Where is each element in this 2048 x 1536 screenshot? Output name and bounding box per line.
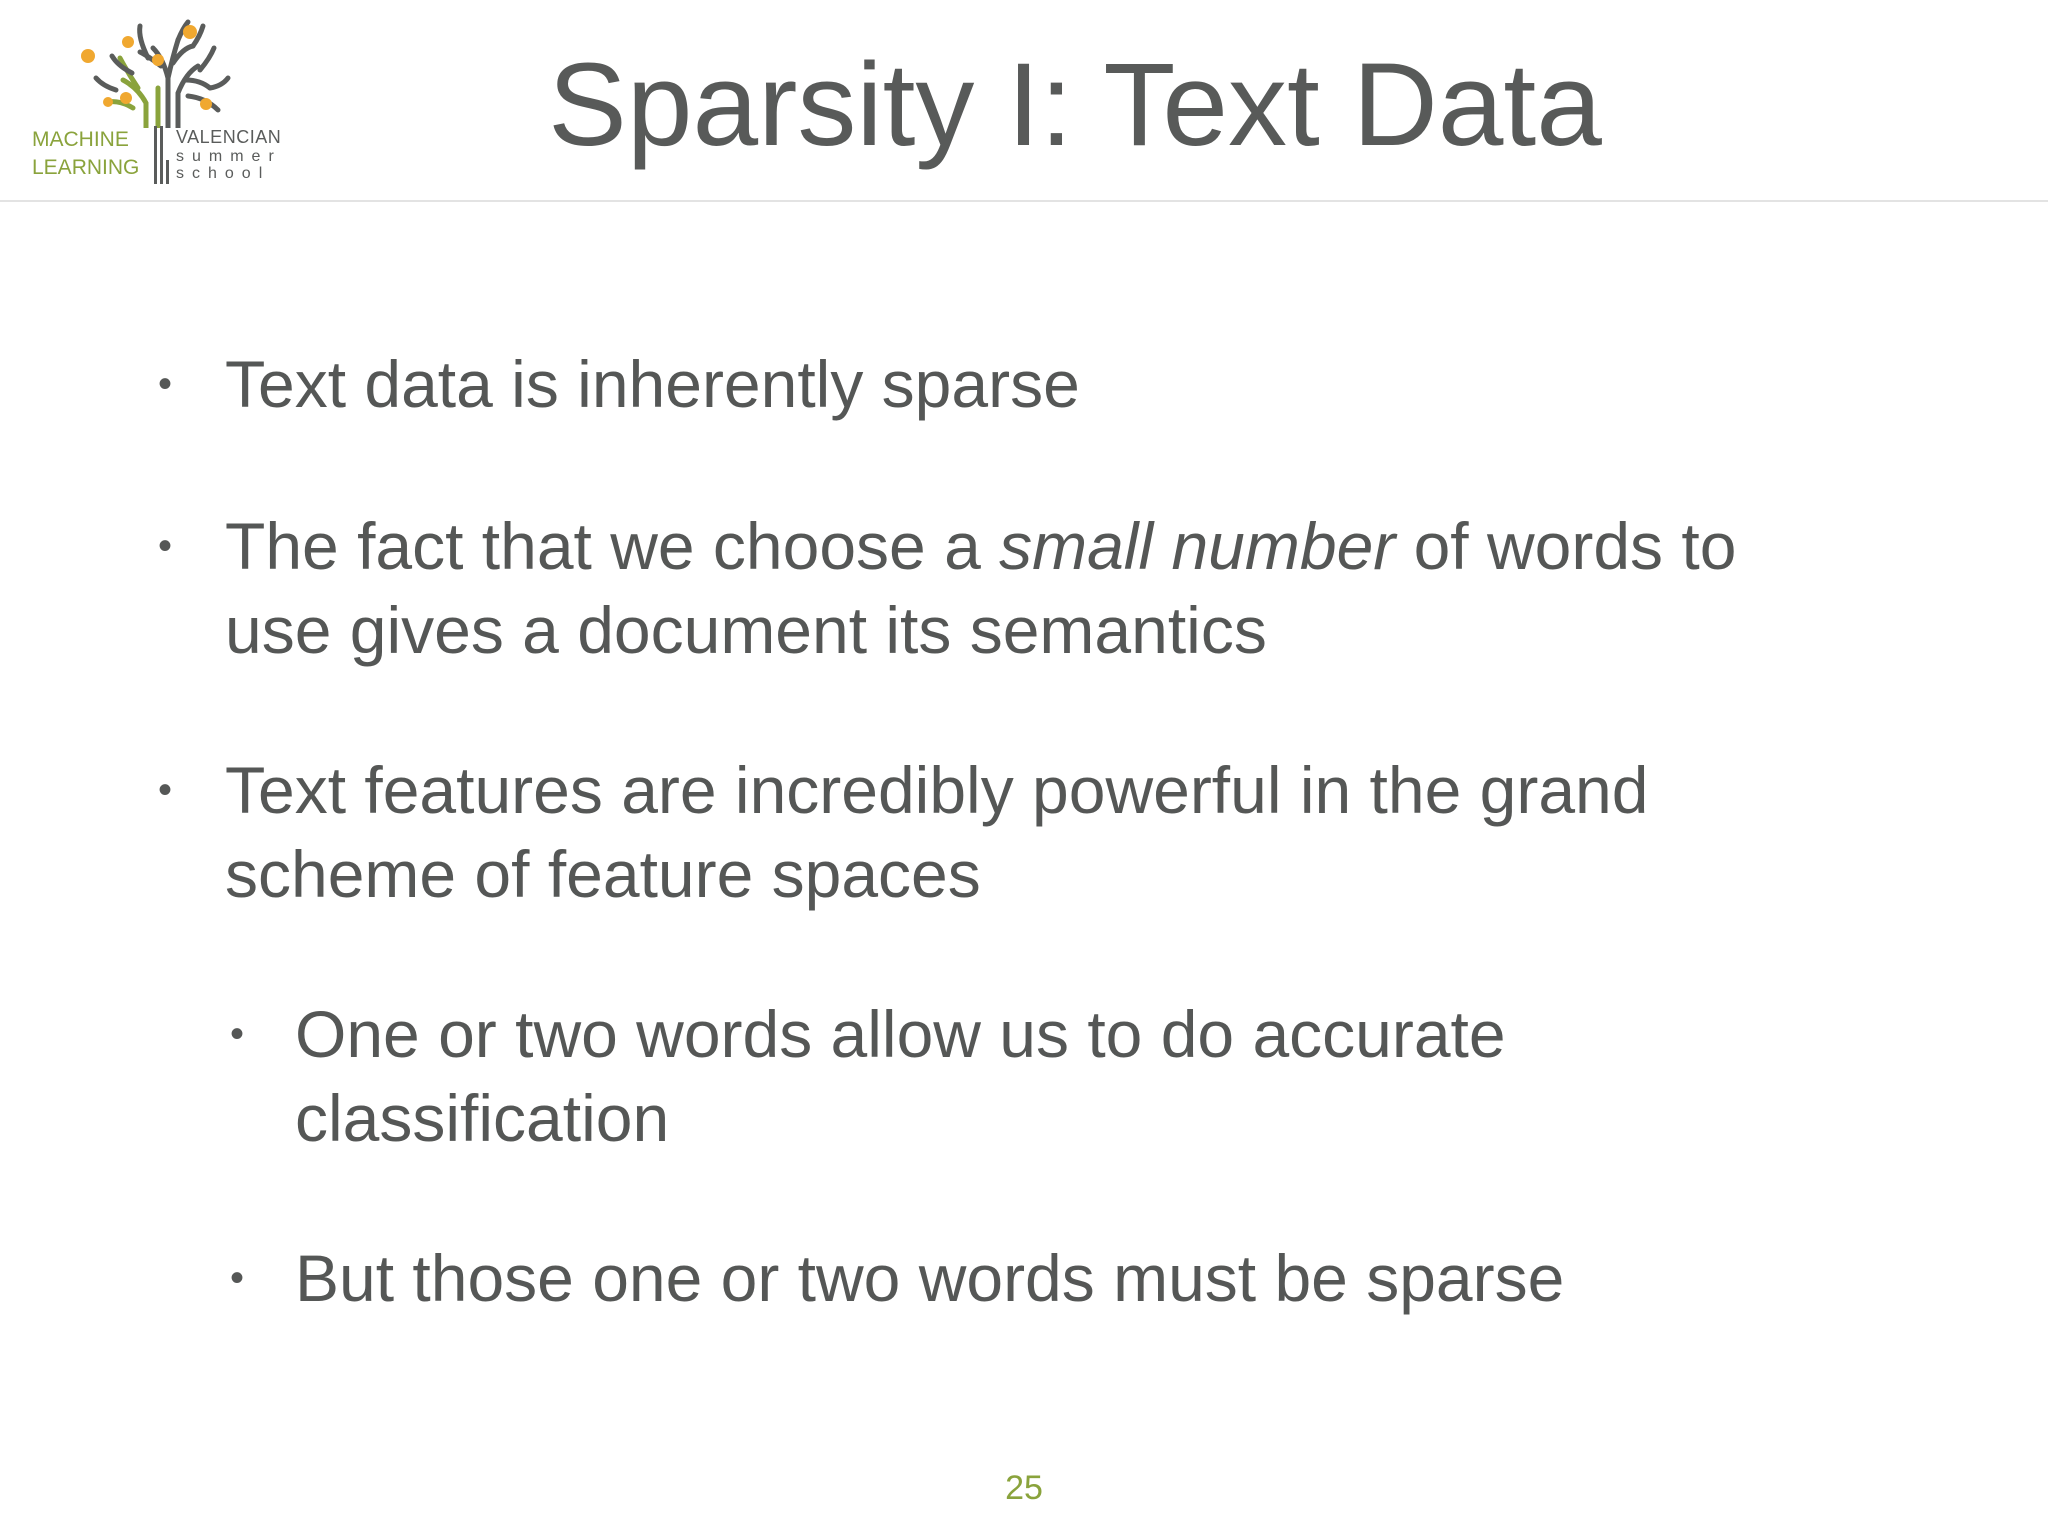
bullet-text-line [225,504,1985,588]
bullet-text: Text data is inherently sparse [225,347,1080,421]
bullet-item-1 [225,342,1080,426]
sub-bullet-marker: • [230,1012,245,1056]
bullet-marker: • [158,768,173,812]
logo-text-learning: LEARNING [32,156,140,179]
bullet-marker: • [158,524,173,568]
sub-bullet-marker: • [230,1256,245,1300]
bullet-text: use gives a document its semantics [225,593,1267,667]
logo-text-valencian: VALENCIAN [176,127,282,147]
bullet-text: The fact that we choose a [225,509,1000,583]
logo-text-school: school [176,165,271,182]
bullet-emphasis-text: small number [999,509,1396,583]
page-number: 25 [1005,1469,1043,1507]
sub-bullet-item-1 [295,992,1995,1160]
bullet-marker: • [158,362,173,406]
bullet-text: scheme of feature spaces [225,837,981,911]
slide-title: Sparsity I: Text Data [548,39,1602,171]
bullet-text: classification [295,1081,670,1155]
bullet-text: Text features are incredibly powerful in the grand [225,753,1649,827]
bullet-text: One or two words allow us to do accurate [295,997,1506,1071]
logo-text-machine: MACHINE [32,128,129,151]
sub-bullet-item-2 [295,1236,1995,1320]
bullet-text: But those one or two words must be sparse [295,1241,1565,1315]
bullet-item-3 [225,748,1985,916]
logo-text-summer: summer [176,148,282,165]
bullet-item-2 [225,504,1985,672]
bullet-text: of words to [1395,509,1737,583]
